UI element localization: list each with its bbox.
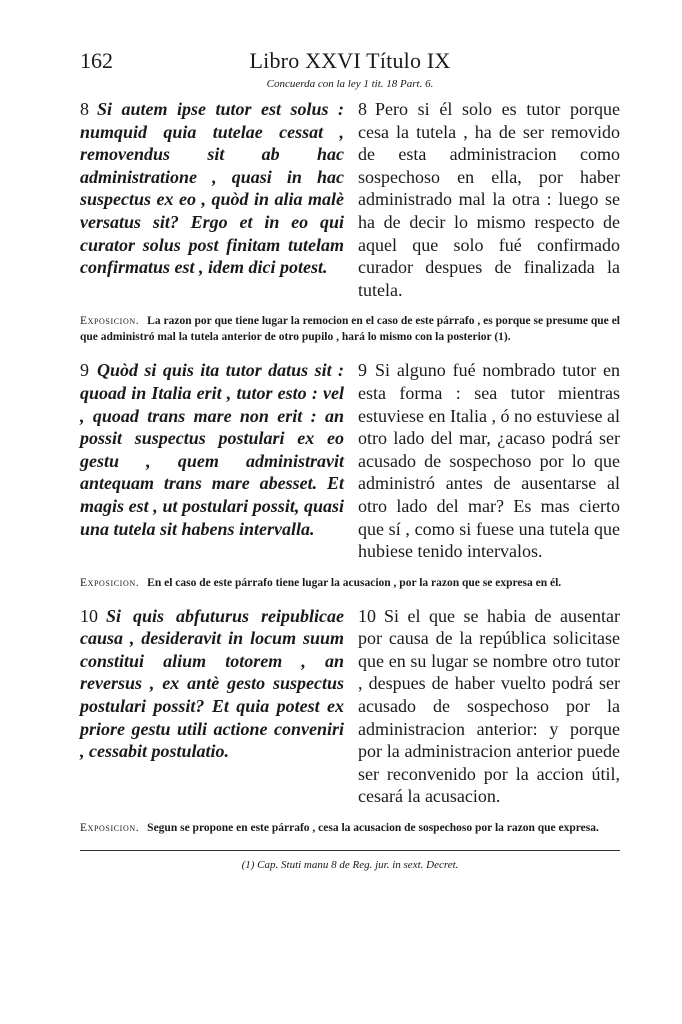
footnote-divider [80, 850, 620, 851]
page-number: 162 [80, 48, 113, 73]
latin-body: Si autem ipse tutor est solus : numquid quia tutelae cessat , removendus sit ab hac administratione , quasi in hac suspectus ex eo , quòd in alia malè versatus sit? Ergo et in eo qui curator solus post finitam tutelam confirmatus est , idem dici potest. [80, 99, 344, 278]
spanish-body: Si alguno fué nombrado tutor en esta forma : sea tutor mientras estuviese en Italia , ó no estuviese al otro lado del mar, ¿acaso podrá ser acusado de sospechoso por lo que administró antes de ausentarse al otro lado del mar? Es mas cierto que sí , como si fuese una tutela que hubiese tenido intervalos. [358, 360, 620, 562]
spanish-body: Si el que se habia de ausentar por causa de la república solicitase que en su lugar se nombre otro tutor , despues de haber vuelto podrá ser acusado de sospechoso por la administracion anterior: y porque por la administracion anterior puede ser reconvenido por la accion útil, cesará la acusacion. [358, 605, 620, 807]
concordance-note: Concuerda con la ley 1 tit. 18 Part. 6. [266, 78, 434, 90]
spanish-text [358, 98, 620, 301]
exposicion-10 [80, 820, 620, 836]
exposicion-label: Exposicion. [80, 576, 140, 589]
page-header [80, 40, 620, 74]
paragraph-number: 10 [80, 605, 98, 626]
book-page [80, 40, 620, 871]
spanish-body: Pero si él solo es tutor porque cesa la tutela , ha de ser removido de esta administracion como sospechoso en ella, por haber administrado mal la otra : luego se ha de decir lo mismo respecto de aquel que solo fué confirmado curador despues de finalizada la tutela. [358, 99, 620, 300]
exposicion-label: Exposicion. [80, 822, 140, 835]
paragraph-9 [80, 359, 620, 562]
paragraph-number: 8 [80, 99, 89, 119]
footnote: (1) Cap. Stuti manu 8 de Reg. jur. in sext. Decret. [241, 859, 459, 872]
paragraph-10 [80, 605, 620, 808]
running-title: Libro XXVI Título IX [249, 48, 451, 73]
latin-text [80, 605, 344, 808]
exposicion-body: La razon por que tiene lugar la remocion en el caso de este párrafo , es porque se presume que el que administró mal la tutela anterior de otro pupilo , hará lo mismo con la posterior (1). [80, 315, 620, 344]
spanish-text [358, 359, 620, 562]
exposicion-label: Exposicion. [80, 315, 140, 328]
exposicion-8 [80, 313, 620, 345]
latin-text [80, 359, 344, 562]
latin-body: Si quis abfuturus reipublicae causa , desideravit in locum suum constitui alium totorem , an reversus , ex antè gesto suspectus postulari possit? Et quia potest ex priore gestu utili actione conveniri , cessabit postulatio. [80, 605, 344, 762]
spanish-text [358, 605, 620, 808]
paragraph-8 [80, 98, 620, 301]
exposicion-body: En el caso de este párrafo tiene lugar la acusacion , por la razon que se expresa en él. [147, 576, 562, 589]
paragraph-number: 9 [358, 360, 367, 381]
exposicion-body: Segun se propone en este párrafo , cesa la acusacion de sospechoso por la razon que expresa. [147, 822, 599, 835]
paragraph-number: 10 [358, 605, 376, 626]
latin-body: Quòd si quis ita tutor datus sit : quoad in Italia erit , tutor esto : vel , quoad trans mare non erit : an possit suspectus postulari ex eo gestu , quem administravit antequam trans mare abesset. Et magis est , ut postulari possit, quasi una tutela sit habens intervalla. [80, 360, 344, 539]
paragraph-number: 9 [80, 360, 89, 381]
latin-text [80, 98, 344, 301]
exposicion-9 [80, 575, 620, 591]
paragraph-number: 8 [358, 99, 367, 119]
